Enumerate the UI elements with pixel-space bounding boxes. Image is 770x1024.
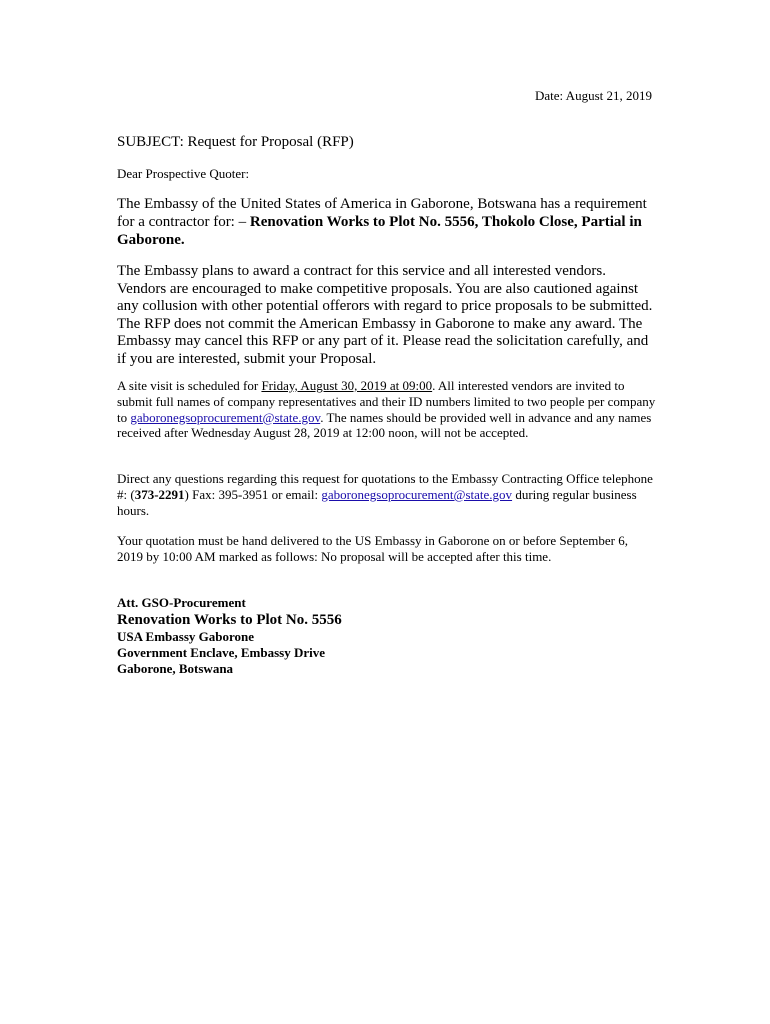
letter-date: Date: August 21, 2019 [535,88,652,103]
site-visit-text-2: . All interested vendors are invited to submit full names of company representatives and their ID numbers limited to two people per company to [117,378,656,425]
delivery-address [117,595,342,677]
delivery-paragraph: Your quotation must be hand delivered to the US Embassy in Gaborone on or before September 6, 2019 by 10:00 AM marked as follows: No proposal will be accepted after this time. [117,533,628,564]
contact-text-2: ) Fax: 395-3951 or email: [184,486,322,502]
project-title: Renovation Works to Plot No. 5556, Thokolo Close, Partial in Gaborone. [117,214,642,248]
award-paragraph: The Embassy plans to award a contract for this service and all interested vendors. Vendors are encouraged to make competitive proposals. You are also cautioned against any collusion with other potential offerors with regard to price proposals to be submitted. The RFP does not commit the American Embassy in Gaborone to make any award. The Embassy may cancel this RFP or any part of it. Please read the solicitation carefully, and if you are interested, submit your Proposal. [117,263,653,367]
procurement-email-link[interactable]: gaboronegsoprocurement@state.gov [130,409,321,425]
contact-email-link[interactable]: gaboronegsoprocurement@state.gov [321,486,513,502]
intro-paragraph [117,195,657,249]
phone-number: 373-2291 [134,486,185,502]
address-line-project: Renovation Works to Plot No. 5556 [117,612,342,628]
salutation: Dear Prospective Quoter: [117,166,250,181]
address-line-city: Gaborone, Botswana [117,661,234,676]
intro-text: The Embassy of the United States of America in Gaborone, Botswana has a requirement for a contractor for: – [117,196,647,230]
site-visit-date: Friday, August 30, 2019 at 09:00 [261,378,433,393]
address-line-embassy: USA Embassy Gaborone [117,629,255,644]
contact-text-3: during regular business hours. [117,486,637,518]
site-visit-text-3: . The names should be provided well in advance and any names received after Wednesday August 28, 2019 at 12:00 noon, will not be accepted. [117,409,652,441]
contact-text-1: Direct any questions regarding this request for quotations to the Embassy Contracting Office telephone #: ( [117,471,653,502]
contact-paragraph [117,471,657,518]
site-visit-text-1: A site visit is scheduled for [117,378,262,393]
subject-line: SUBJECT: Request for Proposal (RFP) [117,134,354,150]
address-line-attention: Att. GSO-Procurement [117,595,246,610]
site-visit-paragraph [117,378,657,441]
address-line-street: Government Enclave, Embassy Drive [117,645,325,660]
